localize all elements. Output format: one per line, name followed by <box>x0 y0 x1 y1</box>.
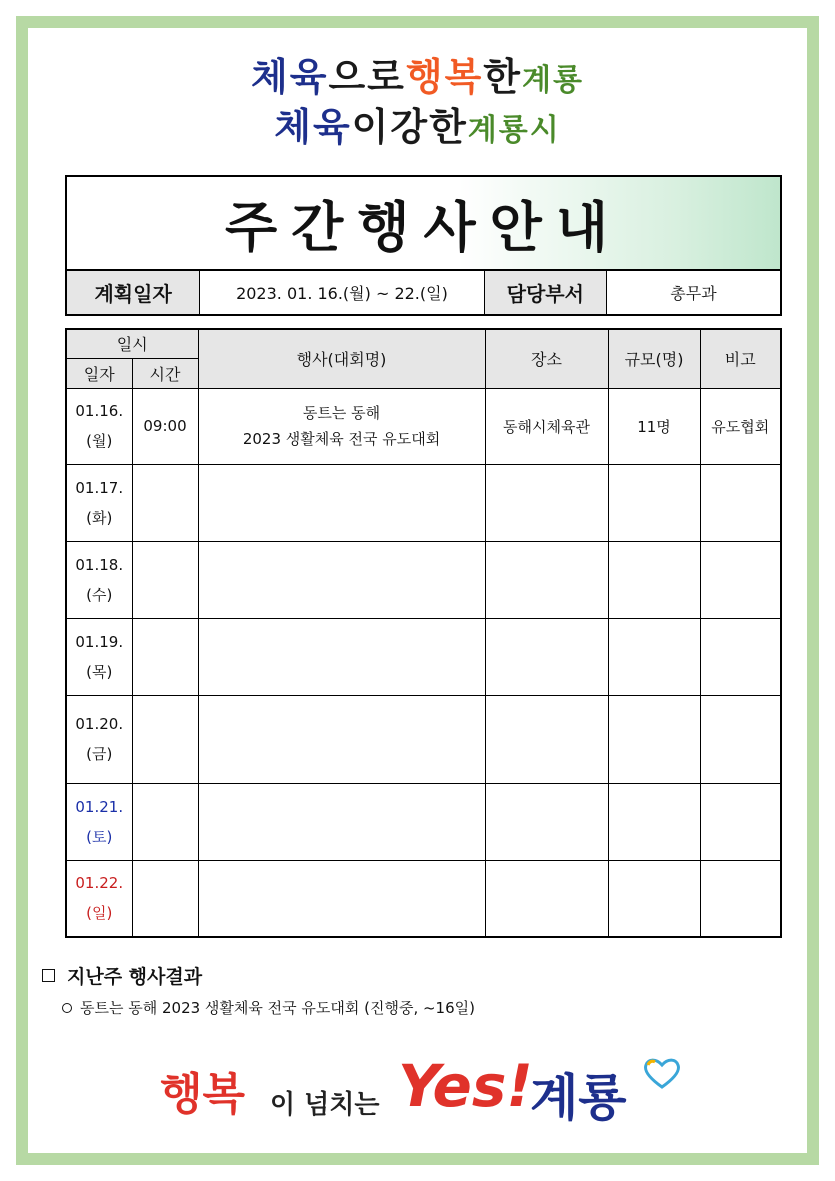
table-row <box>66 388 781 464</box>
slogan-word: 계룡 <box>522 63 584 98</box>
row-place <box>485 618 608 695</box>
header-datetime: 일시 <box>66 329 198 358</box>
info-row <box>65 270 782 316</box>
header-place: 장소 <box>485 329 608 388</box>
row-date-cell <box>66 464 132 541</box>
result-item <box>42 997 802 1018</box>
row-date: 01.18. <box>75 555 124 574</box>
slogan-word: 이 <box>351 105 391 149</box>
row-event-cell <box>198 695 485 783</box>
header-scale: 규모(명) <box>608 329 700 388</box>
row-note <box>700 464 781 541</box>
row-date: 01.17. <box>75 478 124 497</box>
slogan-word: 으로 <box>328 55 406 99</box>
dept-value: 총무과 <box>670 284 717 303</box>
row-note <box>700 618 781 695</box>
row-date-cell <box>66 860 132 937</box>
row-day: (일) <box>86 904 113 923</box>
slogan-word: 체육 <box>251 55 329 99</box>
dept-label: 담당부서 <box>485 271 607 314</box>
result-item-text: 동트는 동해 2023 생활체육 전국 유도대회 (진행중, ~16일) <box>80 999 475 1017</box>
row-scale <box>608 860 700 937</box>
table-row <box>66 695 781 783</box>
row-time <box>132 618 198 695</box>
row-note <box>700 541 781 618</box>
plan-date-label: 계획일자 <box>67 271 200 314</box>
row-event-line1: 동트는 동해 <box>302 404 381 422</box>
row-note: 유도협회 <box>700 388 781 464</box>
row-scale <box>608 695 700 783</box>
row-event-cell <box>198 388 485 464</box>
row-day: (월) <box>86 432 113 450</box>
table-row <box>66 783 781 860</box>
row-time <box>132 464 198 541</box>
title-box <box>65 175 782 271</box>
row-event-cell <box>198 783 485 860</box>
row-day: (수) <box>86 585 113 604</box>
row-day: (금) <box>86 745 113 763</box>
row-date-cell <box>66 618 132 695</box>
table-row <box>66 618 781 695</box>
header-event: 행사(대회명) <box>198 329 485 388</box>
row-date: 01.21. <box>75 797 124 816</box>
row-time <box>132 783 198 860</box>
header-date: 일자 <box>66 358 132 388</box>
slogan-word: 강한 <box>390 105 468 149</box>
footer-logo-city: 계룡 <box>530 1069 627 1127</box>
row-time <box>132 860 198 937</box>
row-place: 동해시체육관 <box>485 388 608 464</box>
slogan-word: 한 <box>483 55 522 99</box>
row-scale <box>608 783 700 860</box>
results-heading <box>42 962 802 989</box>
slogan-word: 계룡시 <box>467 113 561 148</box>
slogan-line-1 <box>0 46 835 101</box>
slogan-word: 체육 <box>274 105 352 149</box>
circle-bullet-icon <box>62 1003 72 1013</box>
table-row <box>66 541 781 618</box>
row-day: (목) <box>86 662 113 681</box>
row-time <box>132 695 198 783</box>
footer-logo <box>160 1052 680 1142</box>
row-place <box>485 464 608 541</box>
row-note <box>700 783 781 860</box>
row-date-cell <box>66 541 132 618</box>
row-note <box>700 860 781 937</box>
row-day: (토) <box>86 827 113 846</box>
row-event-cell <box>198 541 485 618</box>
row-date-cell <box>66 783 132 860</box>
row-event-cell <box>198 618 485 695</box>
row-event-line2: 2023 생활체육 전국 유도대회 <box>242 430 441 448</box>
last-week-results <box>42 962 802 1018</box>
row-place <box>485 695 608 783</box>
plan-date-value: 2023. 01. 16.(월) ~ 22.(일) <box>200 271 484 314</box>
row-date-cell <box>66 695 132 783</box>
slogan-word: 행복 <box>405 55 484 99</box>
page-title: 주간행사안내 <box>225 195 622 259</box>
slogan-line-2 <box>0 96 835 151</box>
footer-logo-overflow: 이 넘치는 <box>270 1090 380 1120</box>
row-time <box>132 541 198 618</box>
row-date: 01.20. <box>75 715 124 733</box>
row-note <box>700 695 781 783</box>
row-event-cell <box>198 464 485 541</box>
row-date: 01.16. <box>75 402 124 420</box>
row-date: 01.19. <box>75 632 124 651</box>
row-event-cell <box>198 860 485 937</box>
row-time: 09:00 <box>132 388 198 464</box>
results-heading-text: 지난주 행사결과 <box>67 966 203 988</box>
row-scale <box>608 464 700 541</box>
footer-logo-happy: 행복 <box>160 1069 246 1120</box>
header-note: 비고 <box>700 329 781 388</box>
row-place <box>485 541 608 618</box>
header-time: 시간 <box>132 358 198 388</box>
square-bullet-icon <box>42 969 55 982</box>
heart-icon <box>642 1056 682 1090</box>
table-row <box>66 860 781 937</box>
row-date: 01.22. <box>75 874 124 893</box>
row-scale <box>608 618 700 695</box>
row-scale: 11명 <box>608 388 700 464</box>
row-day: (화) <box>86 508 113 527</box>
footer-logo-yes: Yes! <box>398 1052 533 1120</box>
row-scale <box>608 541 700 618</box>
row-date-cell <box>66 388 132 464</box>
schedule-table <box>65 328 782 938</box>
table-row <box>66 464 781 541</box>
row-place <box>485 783 608 860</box>
row-place <box>485 860 608 937</box>
